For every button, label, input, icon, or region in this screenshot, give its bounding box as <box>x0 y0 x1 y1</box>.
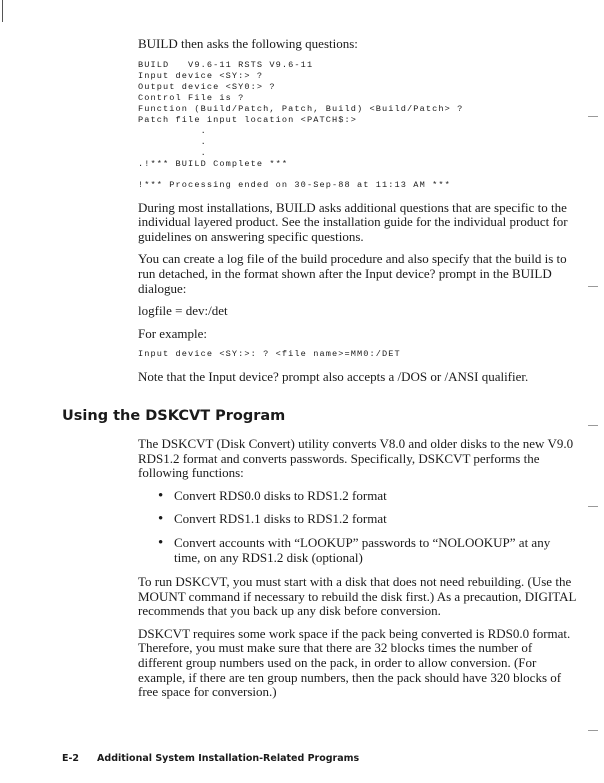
page-number: E-2 <box>62 753 80 764</box>
margin-mark <box>588 286 598 287</box>
list-item: • Convert RDS0.0 disks to RDS1.2 format <box>138 489 578 504</box>
margin-mark <box>588 425 598 426</box>
code-line: !*** Processing ended on 30-Sep-88 at 11:13 AM *** <box>138 179 451 190</box>
paragraph: To run DSKCVT, you must start with a disk that does not need rebuilding. (Use the MOUNT command if necessary to rebuild the disk first.) As a precaution, DIGITAL recommends that you back up any disk before conversion. <box>138 574 576 619</box>
logfile-format: logfile = dev:/det <box>138 303 228 319</box>
margin-mark <box>588 506 598 507</box>
margin-mark <box>588 730 598 731</box>
paragraph: You can create a log file of the build procedure and also specify that the build is to run detached, in the format shown after the Input device? prompt in the BUILD dialogue: <box>138 251 567 296</box>
section-heading: Using the DSKCVT Program <box>62 407 286 424</box>
code-line: Output device <SY0:> ? <box>138 81 276 92</box>
paragraph: The DSKCVT (Disk Convert) utility converts V8.0 and older disks to the new V9.0 RDS1.2 format and converts passwords. Specifically, DSKCVT performs the following functions: <box>138 435 574 481</box>
build-dialogue-code <box>138 60 578 170</box>
list-item: • Convert RDS1.1 disks to RDS1.2 format <box>138 512 578 527</box>
example-code <box>138 349 578 360</box>
note: Note that the Input device? prompt also accepts a /DOS or /ANSI qualifier. <box>138 369 529 385</box>
list-item: • Convert accounts with “LOOKUP” passwords to “NOLOOKUP” at any time, on any RDS1.2 disk (optional) <box>138 536 578 565</box>
margin-mark <box>588 116 598 117</box>
spacer <box>0 708 604 739</box>
processing-line <box>138 180 578 191</box>
for-example: For example: <box>138 325 207 341</box>
lower-column <box>138 437 578 708</box>
code-line: Input device <SY:> ? <box>138 70 264 81</box>
code-line: Function (Build/Patch, Patch, Build) <Build/Patch> ? <box>138 103 464 114</box>
code-line: . <box>138 136 207 147</box>
footer-title: Additional System Installation-Related Programs <box>97 753 360 764</box>
function-list <box>138 489 578 565</box>
code-line: . <box>138 147 207 158</box>
page-footer <box>62 753 604 765</box>
intro-text: BUILD then asks the following questions: <box>138 36 358 51</box>
code-line: Patch file input location <PATCH$:> <box>138 114 357 125</box>
paragraph: DSKCVT requires some work space if the pack being converted is RDS0.0 format. Therefore, you must make sure that there are 32 blocks times the number of different group numbers used on the pack, in order to allow conversion. (For example, if there are ten group numbers, then the pack should have 320 blocks of free space for conversion.) <box>138 625 571 700</box>
code-line: .!*** BUILD Complete *** <box>138 158 289 169</box>
paragraph: During most installations, BUILD asks additional questions that are specific to the individual layered product. See the installation guide for the individual product for guidelines on answering specific questions. <box>138 199 568 244</box>
code-line: Control File is ? <box>138 92 245 103</box>
code-line: Input device <SY:>: ? <file name>=MM0:/DET <box>138 349 401 360</box>
page-edge <box>2 0 3 22</box>
upper-column <box>138 37 578 393</box>
code-line: . <box>138 125 207 136</box>
code-line: BUILD V9.6-11 RSTS V9.6-11 <box>138 59 314 70</box>
